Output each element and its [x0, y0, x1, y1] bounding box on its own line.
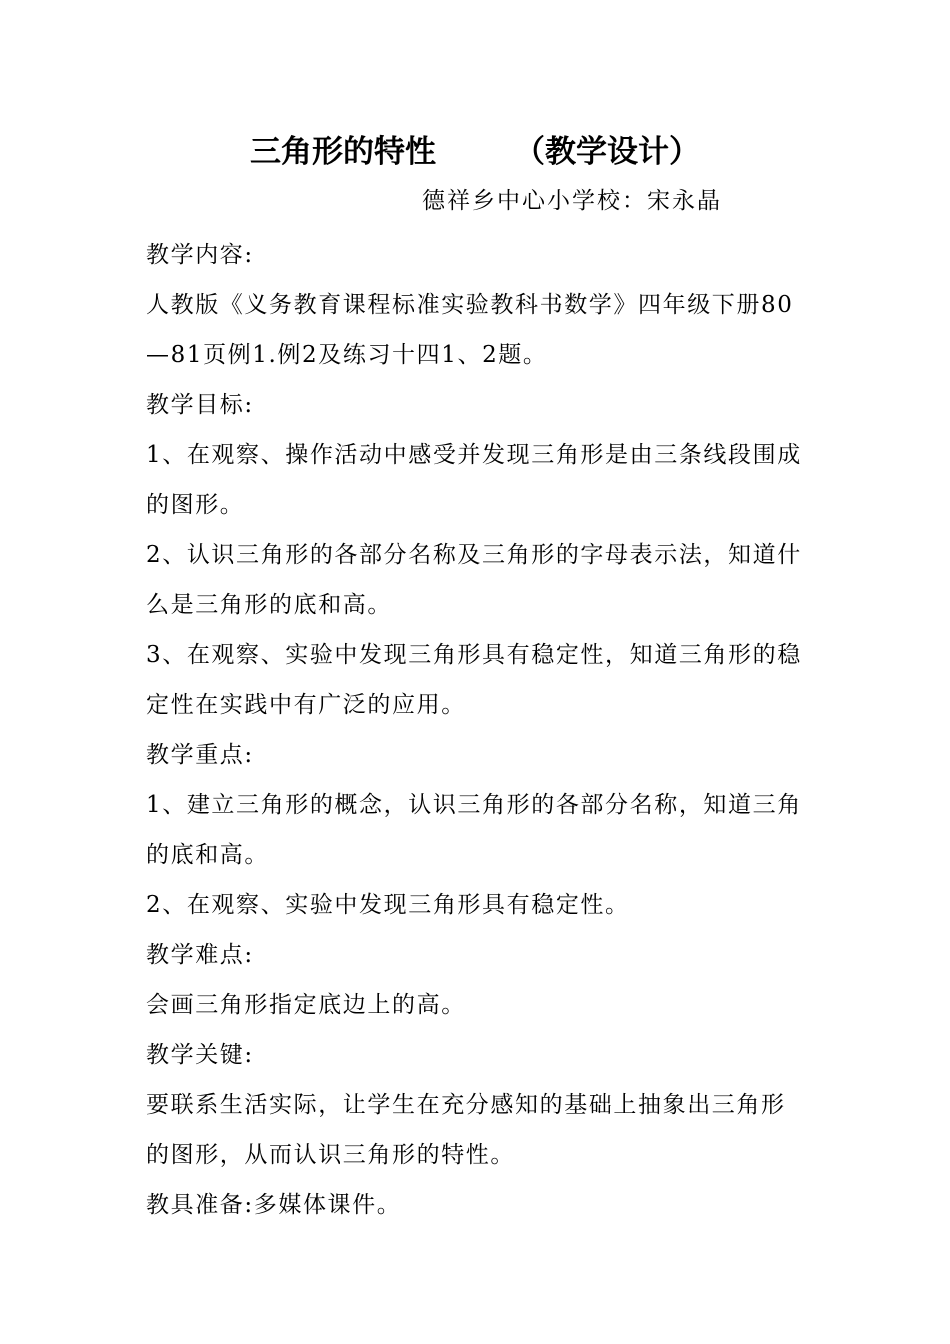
- title-main: 三角形的特性: [250, 134, 436, 170]
- heading-objectives: 教学目标:: [146, 392, 254, 418]
- document-title: [0, 130, 950, 174]
- heading-content: 教学内容:: [146, 242, 254, 268]
- objective-3: 3、在观察、实验中发现三角形具有稳定性，知道三角形的稳定性在实践中有广泛的应用。: [146, 642, 802, 718]
- key-text: 要联系生活实际，让学生在充分感知的基础上抽象出三角形的图形，从而认识三角形的特性。: [146, 1092, 786, 1168]
- key-point-1: 1、建立三角形的概念，认识三角形的各部分名称，知道三角的底和高。: [146, 792, 802, 868]
- author-line: 德祥乡中心小学校：宋永晶: [422, 188, 722, 214]
- paragraph-content: 人教版《义务教育课程标准实验教科书数学》四年级下册80—81页例1.例2及练习十四1、2题。: [146, 292, 794, 368]
- objective-1: 1、在观察、操作活动中感受并发现三角形是由三条线段围成的图形。: [146, 442, 802, 518]
- heading-difficulty: 教学难点:: [146, 942, 254, 968]
- teaching-aids: 教具准备:多媒体课件。: [146, 1192, 402, 1218]
- heading-key-points: 教学重点:: [146, 742, 254, 768]
- document-body: [146, 230, 806, 1230]
- title-sub: （教学设计）: [514, 134, 700, 170]
- difficulty-text: 会画三角形指定底边上的高。: [146, 992, 466, 1018]
- heading-key: 教学关键:: [146, 1042, 254, 1068]
- objective-2: 2、认识三角形的各部分名称及三角形的字母表示法，知道什么是三角形的底和高。: [146, 542, 802, 618]
- key-point-2: 2、在观察、实验中发现三角形具有稳定性。: [146, 892, 630, 918]
